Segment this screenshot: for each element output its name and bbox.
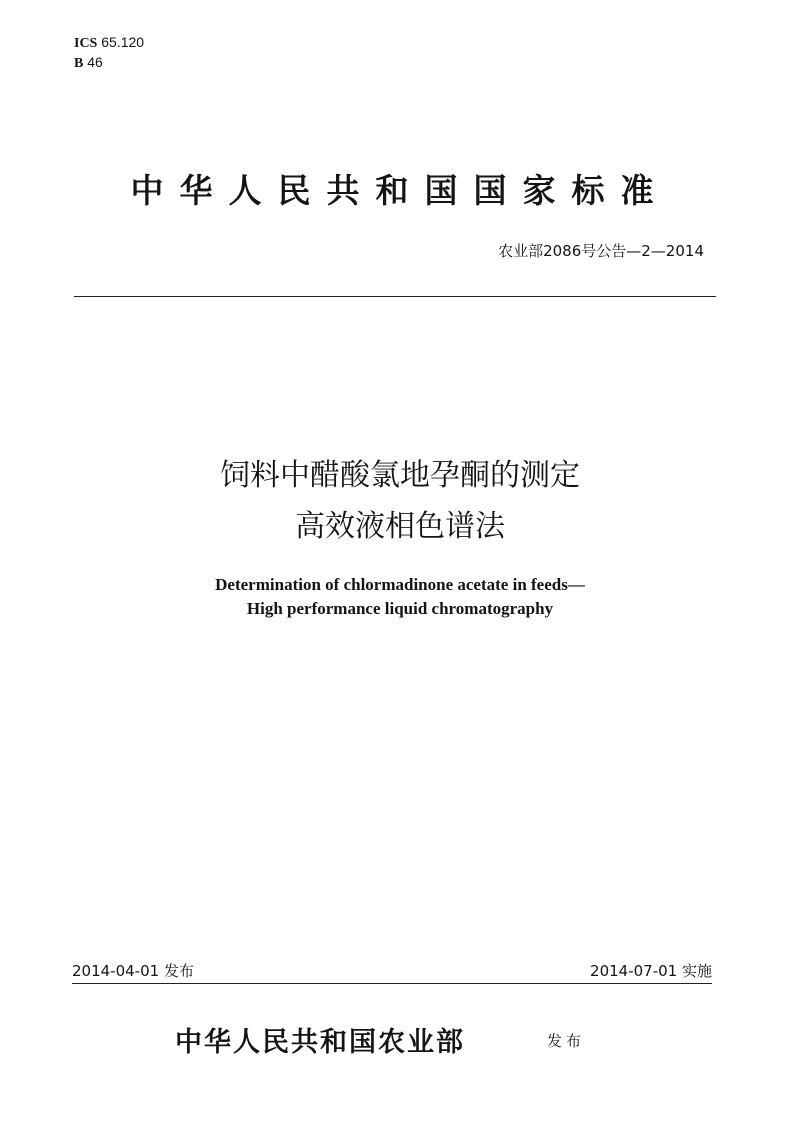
implement-date: 2014-07-01 实施	[590, 962, 712, 980]
ics-line	[74, 33, 144, 53]
publish-date: 2014-04-01 发布	[72, 962, 194, 980]
bottom-divider	[72, 983, 712, 984]
chinese-title-line2: 高效液相色谱法	[295, 509, 505, 544]
standard-number: 农业部2086号公告—2—2014	[498, 242, 704, 260]
ccs-line	[74, 53, 144, 73]
chinese-title-line1: 饲料中醋酸氯地孕酮的测定	[220, 458, 580, 493]
top-divider	[74, 296, 716, 297]
ccs-code: 46	[87, 54, 103, 70]
issuing-verb: 发布	[547, 1032, 586, 1050]
ics-label: ICS	[74, 36, 98, 51]
issuing-authority: 中华人民共和国农业部	[175, 1027, 465, 1058]
ics-code: 65.120	[101, 34, 145, 50]
standard-category-title: 中华人民共和国国家标准	[130, 171, 670, 210]
ics-classification	[74, 33, 144, 73]
ccs-label: B	[74, 56, 84, 71]
english-title-line2: High performance liquid chromatography	[246, 599, 554, 618]
english-title-line1: Determination of chlormadinone acetate in feeds—	[215, 575, 585, 594]
